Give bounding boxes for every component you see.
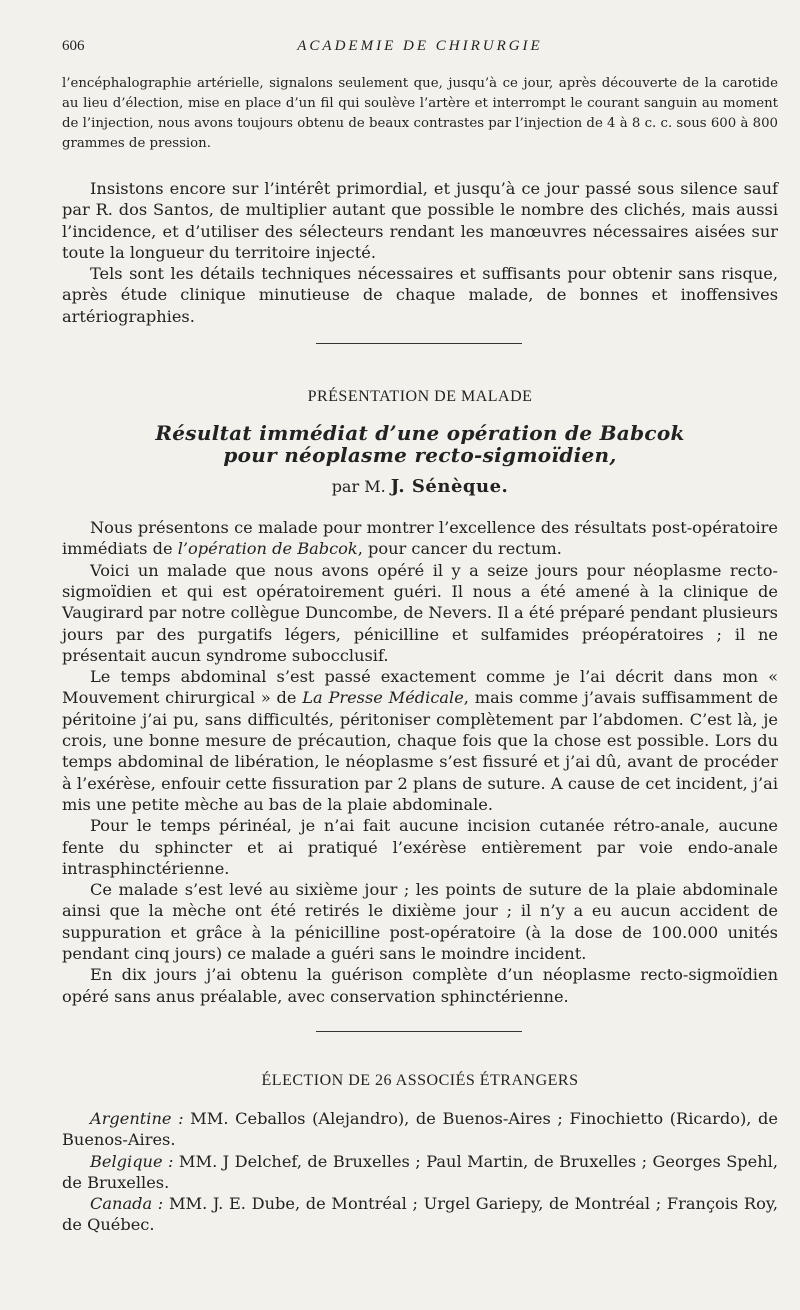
paragraph: Ce malade s’est levé au sixième jour ; les points de suture de la plaie abdominale ainsi que la mèche ont été retirés le dixième jour ; il n’y a eu aucun accident de suppuration et grâce à la pénicilline post-opératoire (à la dose de 100.000 unités pendant cinq jours) ce malade a guéri sans le moindre incident. — [62, 880, 778, 964]
text-run: Nous présentons ce malade pour montrer l’excellence des résultats post-opératoire immédiats de — [62, 518, 778, 559]
presentation-body — [62, 517, 778, 1007]
section-divider — [316, 343, 522, 344]
byline — [62, 476, 778, 497]
text-run: , pour cancer du rectum. — [357, 539, 562, 559]
members-list: MM. Ceballos (Alejandro), de Buenos-Aires ; Finochietto (Ricardo), de Buenos-Aires. — [62, 1108, 778, 1150]
emphasis: La Presse Médicale — [302, 688, 464, 708]
emphasis: l’opération de Babcok — [177, 539, 358, 559]
paragraph: En dix jours j’ai obtenu la guérison complète d’un néoplasme recto-sigmoïdien opéré sans anus préalable, avec conservation sphinctérienne. — [62, 965, 778, 1006]
members-list: MM. J Delchef, de Bruxelles ; Paul Martin, de Bruxelles ; Georges Spehl, de Bruxelles. — [62, 1151, 778, 1192]
intro-note — [62, 74, 778, 154]
paragraph: Insistons encore sur l’intérêt primordial, et jusqu’à ce jour passé sous silence sauf par R. dos Santos, de multiplier autant que possible le nombre des clichés, mais aussi l’incidence, et d’utiliser des sélecteurs rendant les manœuvres nécessaires aisées sur toute la longueur du territoire injecté. — [62, 179, 778, 262]
text-run: Le temps abdominal s’est passé exactement comme je l’ai décrit dans mon « Mouvement chirurgical » de — [62, 667, 778, 708]
election-list — [62, 1108, 778, 1236]
election-entry — [62, 1151, 778, 1194]
first-section — [62, 178, 778, 327]
page-header — [62, 34, 778, 60]
election-entry — [62, 1193, 778, 1236]
section-heading-presentation: PRÉSENTATION DE MALADE — [307, 388, 533, 406]
byline-prefix: par M. — [331, 477, 386, 497]
article-title — [62, 422, 778, 466]
paragraph: Pour le temps périnéal, je n’ai fait aucune incision cutanée rétro-anale, aucune fente du sphincter et ai pratiqué l’exérèse entièrement par voie endo-anale intrasphinctérienne. — [62, 816, 778, 878]
election-entry — [62, 1108, 778, 1151]
intro-note-text: l’encéphalographie artérielle, signalons seulement que, jusqu’à ce jour, après découverte de la carotide au lieu d’élection, mise en place d’un fil qui soulève l’artère et interrompt le courant sanguin au moment de l’injection, nous avons toujours obtenu de beaux contrastes par l’injection de 4 à 8 c. c. sous 600 à 800 grammes de pression. — [62, 76, 778, 151]
section-heading-election: ÉLECTION DE 26 ASSOCIÉS ÉTRANGERS — [261, 1071, 579, 1089]
country-name: Canada : — [90, 1194, 164, 1214]
journal-page — [62, 34, 778, 1236]
author-name: J. Sénèque. — [390, 476, 509, 498]
article-title-line: pour néoplasme recto-sigmoïdien, — [223, 443, 617, 468]
paragraph: Tels sont les détails techniques nécessaires et suffisants pour obtenir sans risque, après étude clinique minutieuse de chaque malade, de bonnes et inoffensives artériographies. — [62, 264, 778, 326]
members-list: MM. J. E. Dube, de Montréal ; Urgel Gariepy, de Montréal ; François Roy, de Québec. — [62, 1194, 778, 1235]
paragraph — [62, 517, 778, 560]
text-run: , mais comme j’avais suffisamment de péritoine j’ai pu, sans difficultés, péritoniser complètement par l’abdomen. C’est là, je crois, une bonne mesure de précaution, chaque fois que la chose est possible. Lors du temps abdominal de libération, le néoplasme s’est fissuré et j’ai dû, avant de procéder à l’exérèse, enfouir cette fissuration par 2 plans de suture. A cause de cet incident, j’ai mis une petite mèche au bas de la plaie abdominale. — [62, 688, 778, 814]
country-name: Belgique : — [90, 1151, 174, 1171]
section-divider — [316, 1031, 522, 1032]
country-name: Argentine : — [90, 1108, 184, 1128]
page-number: 606 — [62, 38, 85, 54]
paragraph: Voici un malade que nous avons opéré il y a seize jours pour néoplasme recto-sigmoïdien et qui est opératoirement guéri. Il nous a été amené à la clinique de Vaugirard par notre collègue Duncombe, de Nevers. Il a été préparé pendant plusieurs jours par des purgatifs légers, pénicilline et sulfamides préopératoires ; il ne présentait aucun syndrome subocclusif. — [62, 560, 778, 665]
paragraph — [62, 666, 778, 815]
running-title: ACADEMIE DE CHIRURGIE — [297, 38, 543, 54]
article-title-line: Résultat immédiat d’une opération de Babcok — [155, 421, 685, 446]
